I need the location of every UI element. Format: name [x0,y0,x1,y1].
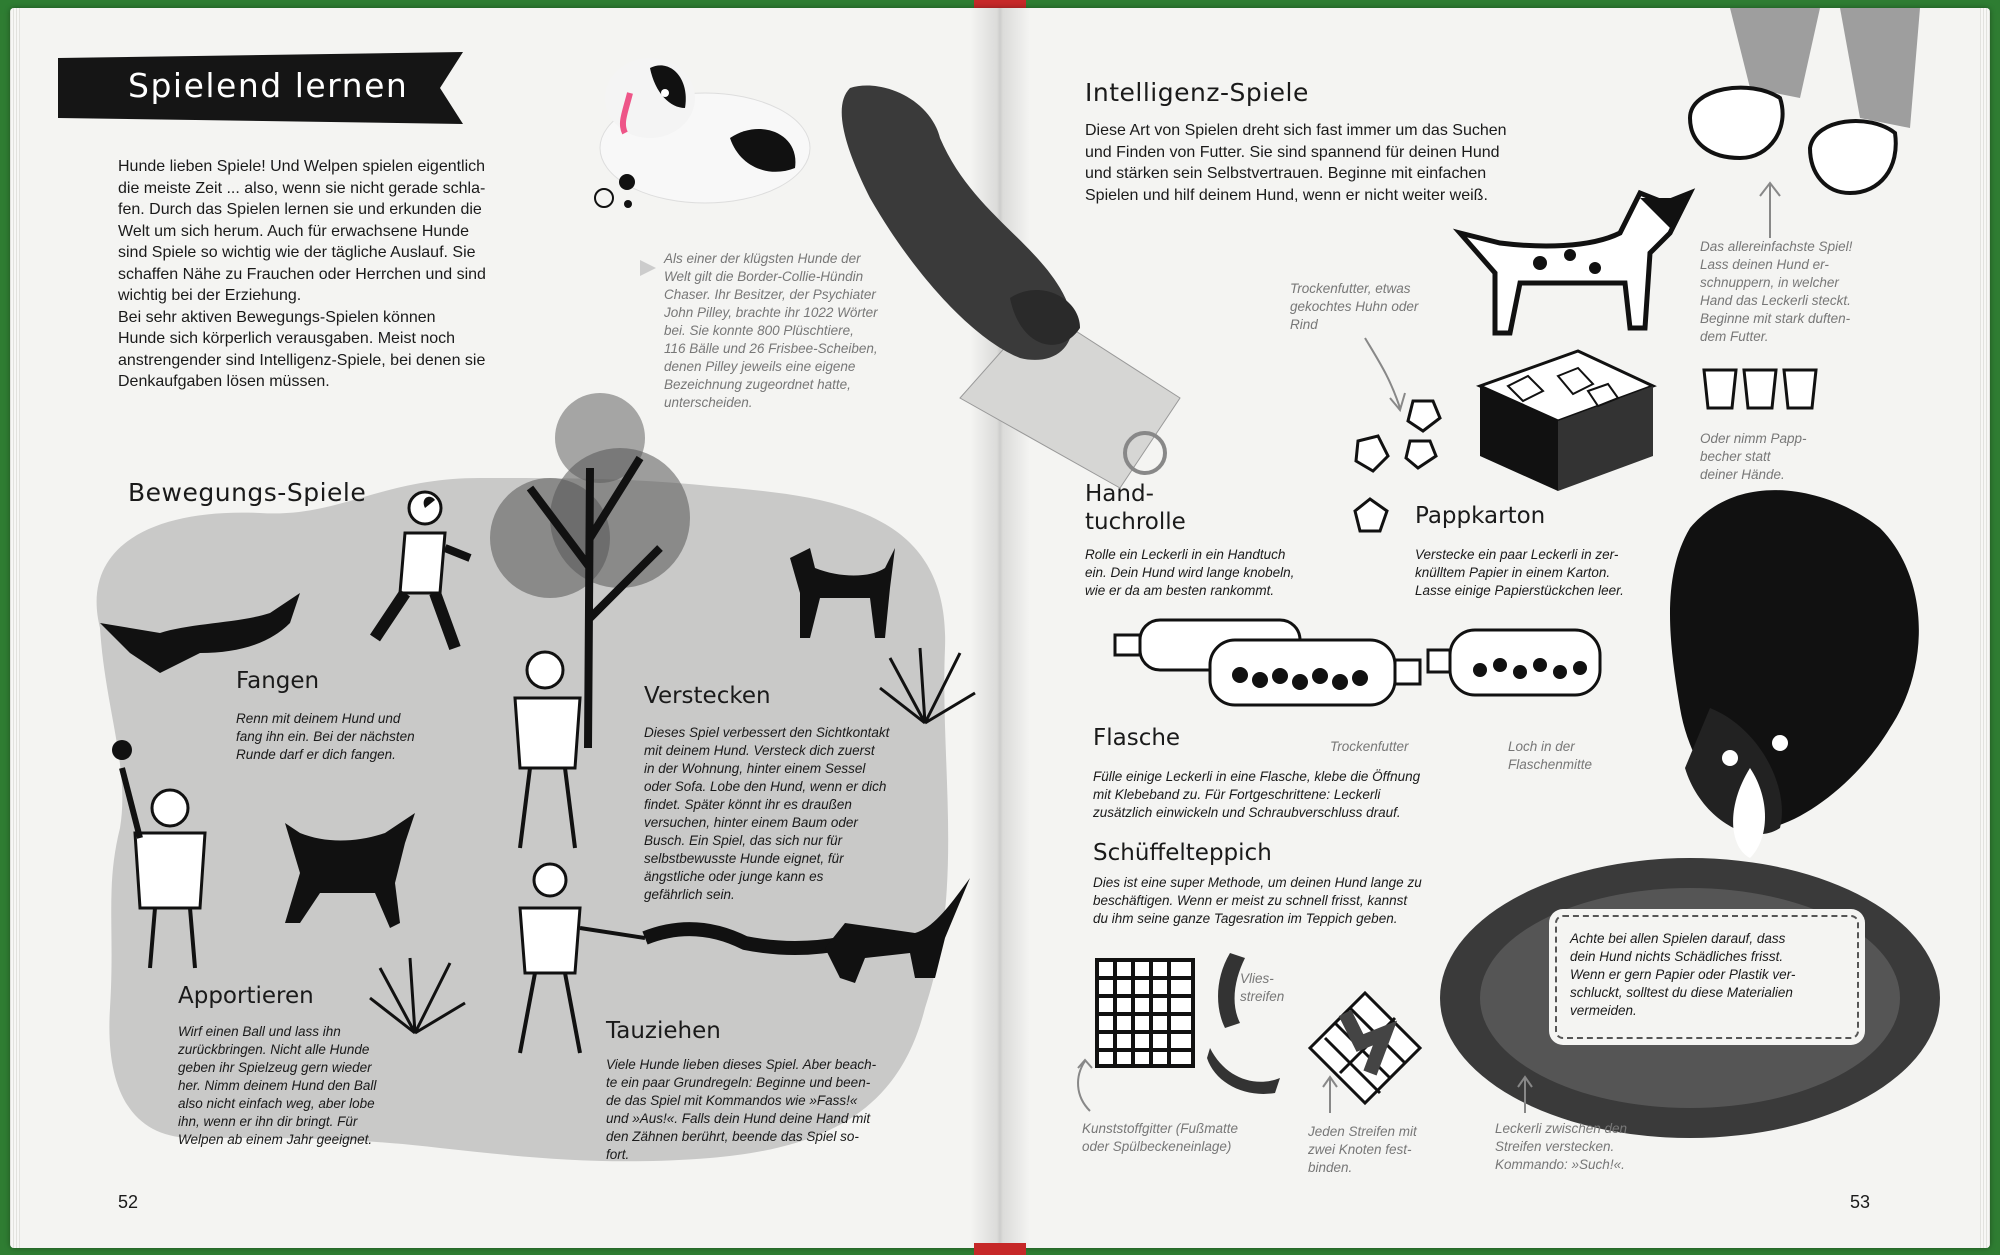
warning-text: Achte bei allen Spielen darauf, dass dein Hund nichts Schädliches frisst. Wenn er gern Papier oder Plastik ver- schluckt, solltest du diese Materialien vermeiden. [1570,931,1796,1018]
hiding-person-illustration [495,648,605,858]
schueffelteppich-title: Schüffelteppich [1093,840,1272,866]
book-spread [10,8,1990,1248]
treat-pieces-illustration [1348,396,1458,506]
shrub-illustration [870,638,980,728]
flasche-text: Fülle einige Leckerli in eine Flasche, klebe die Öffnung mit Klebeband zu. Für Fortgeschrittene: Leckerli zusätzlich einwickeln und Schraubverschluss drauf. [1093,769,1421,820]
intelligenz-intro: Diese Art von Spielen dreht sich fast immer um das Suchen und Finden von Futter. Sie sind spannend für deinen Hund und stärken sein Selbstvertrauen. Beginne mit einfachen Spielen und hilf deinem Hund, wenn er nicht weiter weiß. [1085,122,1507,204]
plastic-grid-illustration [1095,958,1195,1068]
fangen-title: Fangen [236,668,320,694]
flasche-title: Flasche [1093,725,1181,751]
flasche-food-label: Trockenfutter [1330,739,1409,754]
schueffelteppich-text: Dies ist eine super Methode, um deinen Hund lange zu beschäftigen. Wenn er meist zu schnell frisst, kannst du ihm seine ganze Tagesration im Teppich geben. [1093,875,1422,926]
up-arrow-icon-2 [1320,1073,1340,1113]
right-page-edge [1980,8,1990,1248]
collie-caption: Als einer der klügsten Hunde der Welt gilt die Border-Collie-Hündin Chaser. Ihr Besitzer, der Psychiater John Pilley, brachte ihr 1022 Wörter bei. Sie konnte 800 Plüschtiere, 116 Bälle und 26 Frisbee-Scheiben, denen Pilley jeweils eine eigene Bezeichnung zugeordnet hatte, unterscheiden. [664,251,878,410]
section-title-bewegung: Bewegungs-Spiele [128,478,367,507]
apportieren-text: Wirf einen Ball und lass ihn zurückbringen. Nicht alle Hunde geben ihr Spielzeug gern wieder her. Nimm deinem Hund den Ball also nicht einfach weg, aber lobe ihn, wenn er ihn dir bringt. Für Welpen ab einem Jahr geeignet. [178,1024,377,1147]
fangen-text: Renn mit deinem Hund und fang ihn ein. Bei der nächsten Runde darf er dich fangen. [236,711,415,762]
leckerli-label: Leckerli zwischen den Streifen verstecken. Kommando: »Such!«. [1495,1121,1628,1172]
page-number-right: 53 [1850,1192,1871,1212]
throwing-person-illustration [100,738,230,968]
cups-caption: Oder nimm Papp- becher statt deiner Hände. [1700,431,1807,482]
handtuchrolle-title: Hand- tuchrolle [1085,481,1186,535]
hands-illustration [1670,8,1930,208]
decorative-circles-icon [592,168,652,218]
pappkarton-title: Pappkarton [1415,503,1546,529]
vlies-label: Vlies- streifen [1240,971,1285,1004]
verstecken-text: Dieses Spiel verbessert den Sichtkontakt mit deinem Hund. Versteck dich zuerst in der Wohnung, hinter einem Sessel oder Sofa. Lobe den Hund, wenn er dich findet. Später könnt ihr es draußen versuchen, hinter einem Baum oder Busch. Ein Spiel, das sich nur für selbstbewusste Hunde eignet, für ängstliche oder junge kann es gefährlich sein. [644,725,890,902]
page-title: Spielend lernen [128,66,409,105]
bookmark-ribbon-bottom [974,1243,1026,1255]
intro-text: Hunde lieben Spiele! Und Welpen spielen eigentlich die meiste Zeit ... also, wenn sie nicht gerade schla- fen. Durch das Spielen lernen sie und erkunden die Welt um sich herum. Auch für erwachsene Hunde sind Spiele so wichtig wie der tägliche Auslauf. Sie schaffen Nähe zu Frauchen oder Herrchen und sind wichtig bei der Erziehung. Bei sehr aktiven Bewegungs-Spielen können Hunde sich körperlich verausgaben. Meist noch anstrengender sind Intelligenz-Spiele, bei denen sie Denkaufgaben lösen müssen. [118,158,486,390]
easiest-game-caption: Das allereinfachste Spiel! Lass deinen Hund er- schnuppern, in welcher Hand das Leckerli steckt. Beginne mit stark duften- dem Futter. [1700,239,1853,344]
caption-arrow-icon [640,260,660,280]
flasche-hole-label: Loch in der Flaschenmitte [1508,739,1593,772]
running-person-illustration [345,488,475,658]
harness-black-dog-illustration [275,803,425,933]
tug-of-war-illustration [495,858,975,1058]
left-up-arrow-icon [1070,1056,1100,1116]
paper-ball-icon [1350,496,1390,536]
standing-black-dog-illustration [770,538,900,648]
section-title-intelligenz: Intelligenz-Spiele [1085,78,1309,107]
grid-label: Kunststoffgitter (Fußmatte oder Spülbeckeneinlage) [1082,1121,1239,1154]
title-banner [58,52,463,124]
tauziehen-text: Viele Hunde lieben dieses Spiel. Aber beach- te ein paar Grundregeln: Beginne und been- de das Spiel mit Kommandos wie »Fass!« und »Aus!«. Falls dein Hund deine Hand mit den Zähnen berührt, beende das Spiel so- fort. [606,1057,877,1162]
up-arrow-icon [1755,178,1785,238]
pappkarton-text: Verstecke ein paar Leckerli in zer- knülltem Papier in einem Karton. Lasse einige Papierstückchen leer. [1415,547,1624,598]
bottles-illustration [1110,610,1610,720]
knoten-label: Jeden Streifen mit zwei Knoten fest- binden. [1308,1124,1417,1175]
treats-caption: Trockenfutter, etwas gekochtes Huhn oder Rind [1290,281,1419,332]
paper-cups-illustration [1702,368,1822,418]
page-number-left: 52 [118,1192,139,1212]
handtuchrolle-text: Rolle ein Leckerli in ein Handtuch ein. Dein Hund wird lange knobeln, wie er da am besten rankommt. [1085,547,1295,598]
up-arrow-icon-3 [1515,1073,1535,1113]
verstecken-title: Verstecken [644,683,771,709]
tauziehen-title: Tauziehen [606,1018,721,1044]
apportieren-title: Apportieren [178,983,314,1009]
